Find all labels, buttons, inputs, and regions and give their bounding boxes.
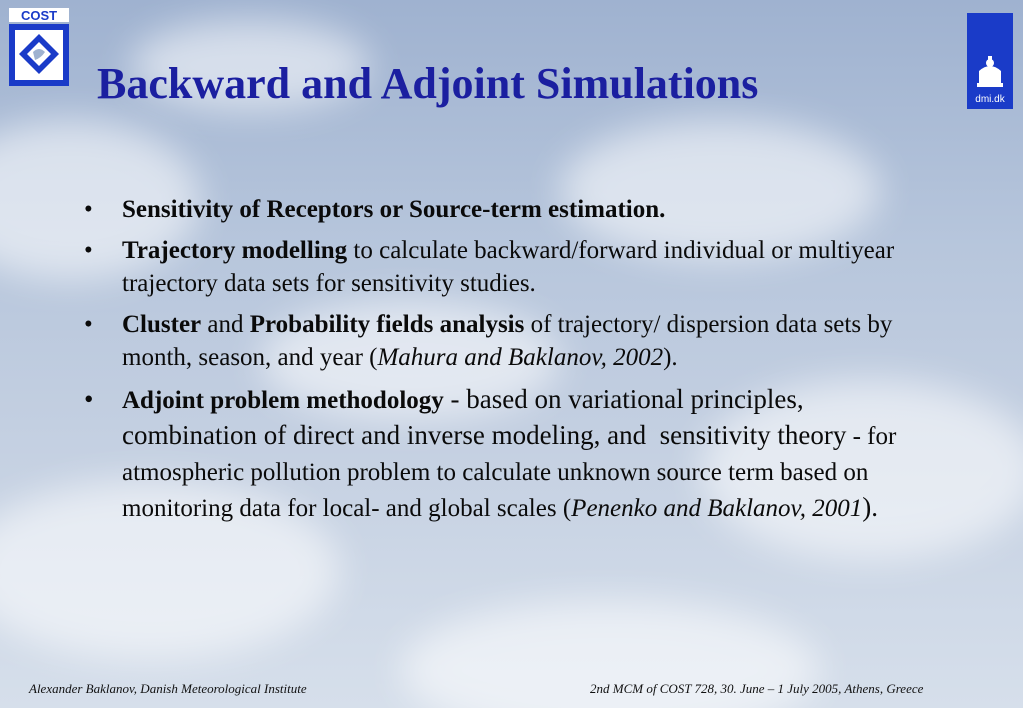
bullet-text: and [201, 311, 250, 338]
bullet-item [84, 193, 944, 226]
footer-author: Alexander Baklanov, Danish Meteorological Institute [29, 681, 307, 696]
bullet-bold: Sensitivity of Receptors or Source-term estimation. [122, 196, 666, 223]
bullet-item [84, 382, 944, 526]
bullet-bold: Cluster [122, 311, 202, 338]
bullet-list [84, 193, 944, 534]
bullet-text: to calculate backward/forward individual or multiyear trajectory data sets for sensitivity studies. [122, 237, 895, 297]
bullet-text: - for atmospheric pollution problem to calculate unknown source term based on monitoring data for local- and global scales ( [122, 423, 897, 522]
bullet-dot: • [84, 311, 93, 338]
cost-logo-text: COST [20, 8, 58, 23]
bullet-item [84, 234, 944, 300]
bullet-bold: Trajectory modelling [122, 237, 348, 264]
bullet-bold: Probability fields analysis [249, 311, 525, 338]
dmi-logo [967, 13, 1013, 109]
bullet-text: ). [862, 492, 879, 522]
bullet-dot: • [84, 237, 93, 264]
bullet-dot: • [84, 196, 93, 223]
citation: Mahura and Baklanov, 2002 [377, 344, 664, 371]
citation: Penenko and Baklanov, 2001 [571, 495, 863, 522]
bullet-text: - based on variational principles, combination of direct and inverse modeling, and sensitivity theory [122, 384, 847, 450]
footer-event: 2nd MCM of COST 728, 30. June – 1 July 2005, Athens, Greece [590, 681, 924, 696]
slide-title: Backward and Adjoint Simulations [97, 59, 759, 108]
cost-logo [9, 8, 69, 86]
bullet-bold: Adjoint problem methodology [122, 387, 444, 414]
bullet-text: ). [663, 344, 678, 371]
bullet-item [84, 308, 944, 374]
bullet-dot: • [84, 384, 94, 414]
dmi-logo-text: dmi.dk [975, 94, 1005, 105]
bullet-text: of trajectory/ dispersion data sets by month, season, and year ( [122, 311, 893, 371]
